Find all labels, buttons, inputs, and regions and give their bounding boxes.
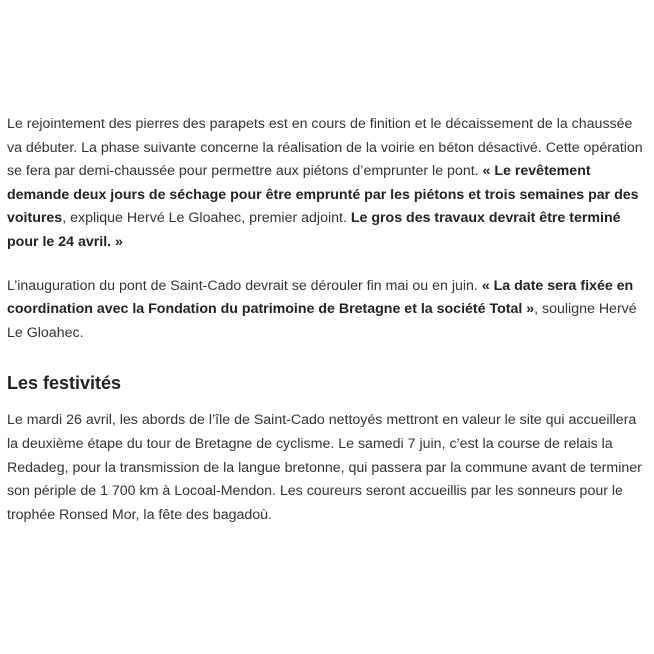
paragraph-text: , souligne Hervé Le Gloahec. <box>7 301 637 341</box>
paragraph-inauguration <box>7 275 649 346</box>
paragraph-works-progress <box>7 113 649 255</box>
section-heading: Les festivités <box>7 373 122 394</box>
paragraph-text: Le rejointement des pierres des parapets est en cours de finition et le décaissement de la chaussée va débuter. La phase suivante concerne la réalisation de la voirie en béton désactivé. Cette opération se fera par demi-chaussée pour permettre aux piétons d’emprunter le pont. <box>7 116 643 180</box>
paragraph-text: , explique Hervé Le Gloahec, premier adjoint. <box>62 210 351 227</box>
quote-bold: Le gros des travaux devrait être terminé pour le 24 avril. » <box>7 210 621 250</box>
quote-bold: « Le revêtement demande deux jours de séchage pour être emprunté par les piétons et trois semaines par des voitures <box>7 163 639 227</box>
article-body <box>7 113 649 527</box>
paragraph-text: L’inauguration du pont de Saint-Cado devrait se dérouler fin mai ou en juin. <box>7 277 482 294</box>
paragraph-festivities: Le mardi 26 avril, les abords de l’île de Saint-Cado nettoyés mettront en valeur le site qui accueillera la deuxième étape du tour de Bretagne de cyclisme. Le samedi 7 juin, c’est la course de relais la Redadeg, pour la transmission de la langue bretonne, qui passera par la commune avant de terminer son périple de 1 700 km à Locoal-Mendon. Les coureurs seront accueillis par les sonneurs pour le trophée Ronsed Mor, la fête des bagadoù. <box>7 412 642 523</box>
quote-bold: « La date sera fixée en coordination avec la Fondation du patrimoine de Bretagne et la société Total » <box>7 277 634 318</box>
